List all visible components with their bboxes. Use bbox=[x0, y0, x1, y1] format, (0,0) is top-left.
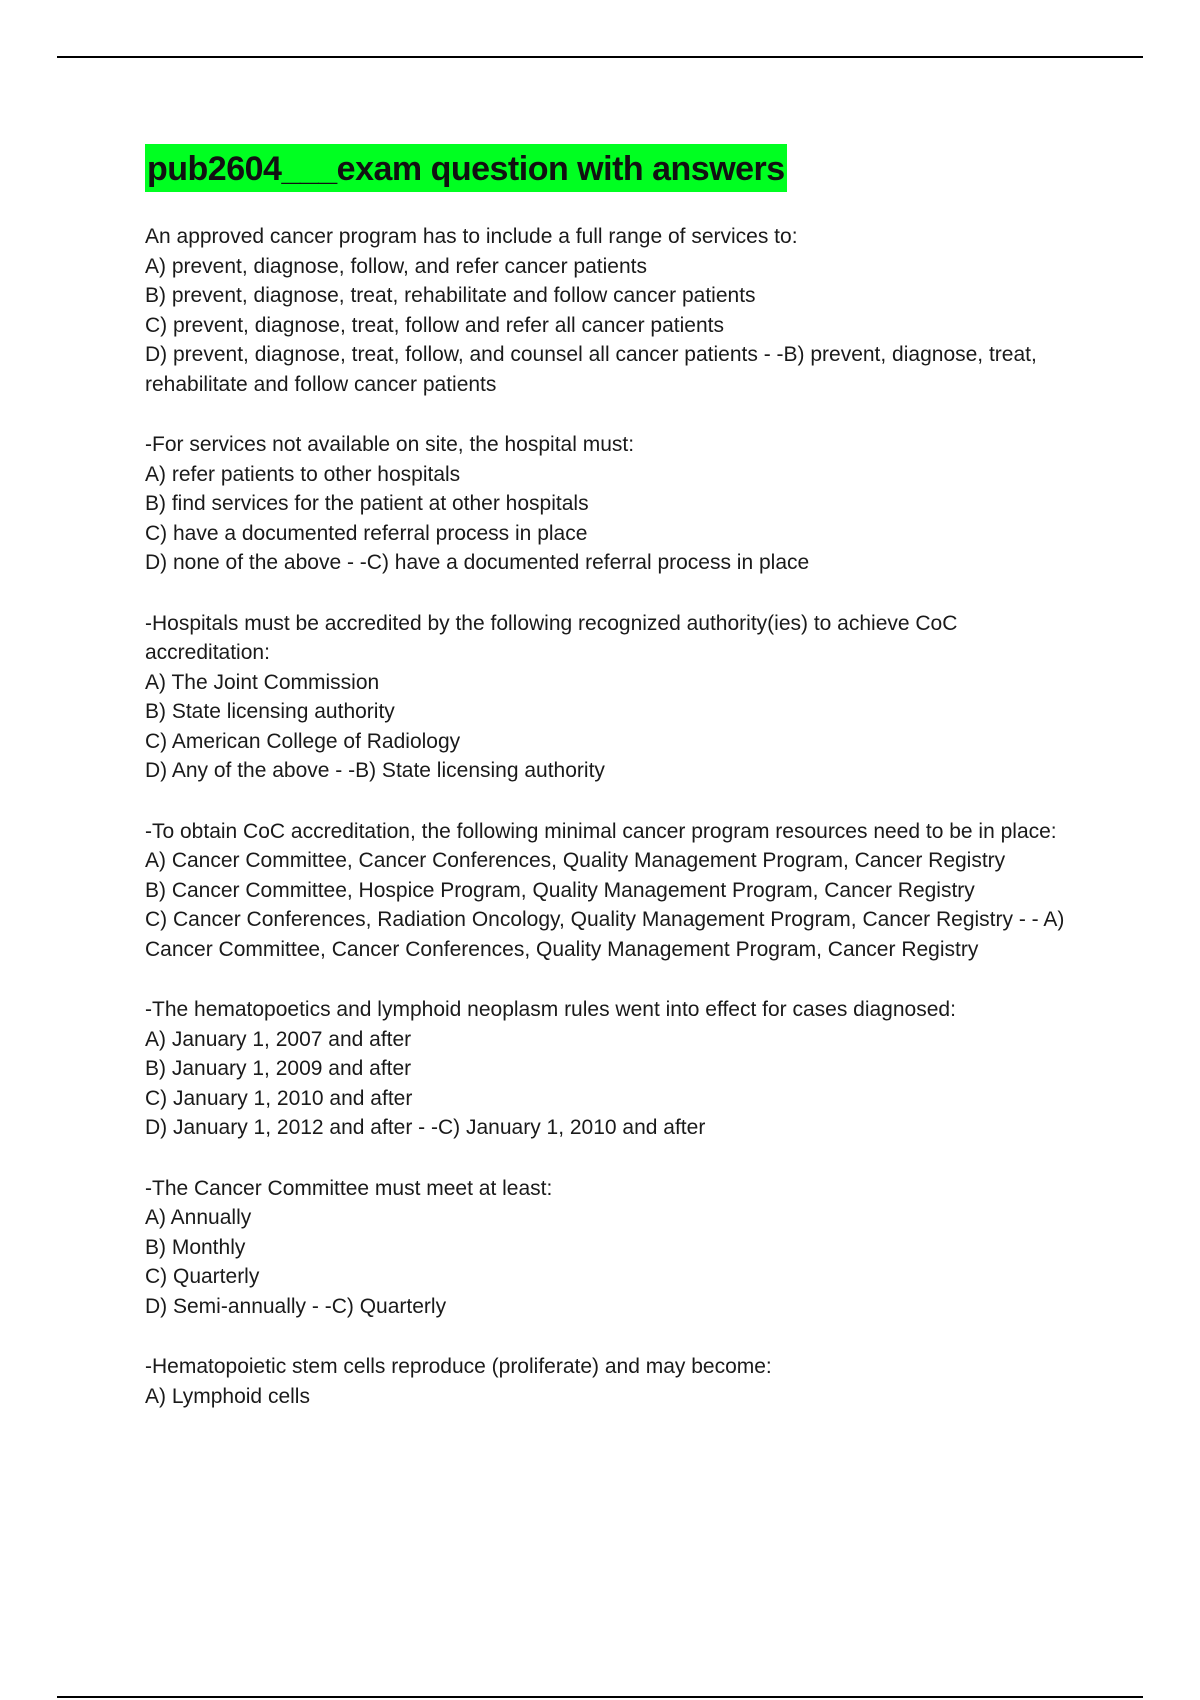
answer-option: B) Cancer Committee, Hospice Program, Quality Management Program, Cancer Registry bbox=[145, 878, 975, 902]
answer-option: B) prevent, diagnose, treat, rehabilitate and follow cancer patients bbox=[145, 284, 756, 307]
answer-option: B) State licensing authority bbox=[145, 700, 395, 723]
answer-option: C) have a documented referral process in place bbox=[145, 521, 588, 545]
question-block bbox=[145, 1174, 1075, 1322]
answer-option: A) Annually bbox=[145, 1206, 252, 1229]
answer-option: A) refer patients to other hospitals bbox=[145, 462, 461, 486]
question-text: -The hematopoetics and lymphoid neoplasm rules went into effect for cases diagnosed: bbox=[145, 998, 956, 1021]
document-body bbox=[145, 144, 1075, 1442]
question-block bbox=[145, 430, 1075, 578]
answer-option: B) find services for the patient at other hospitals bbox=[145, 492, 589, 515]
question-block bbox=[145, 609, 1075, 786]
question-text: -For services not available on site, the hospital must: bbox=[145, 433, 635, 456]
question-block bbox=[145, 817, 1075, 965]
answer-option: C) prevent, diagnose, treat, follow and refer all cancer patients bbox=[145, 313, 724, 337]
answer-option: C) January 1, 2010 and after bbox=[145, 1086, 413, 1110]
answer-option: A) Lymphoid cells bbox=[145, 1384, 310, 1408]
answer-option: C) Quarterly bbox=[145, 1265, 260, 1288]
header-rule bbox=[57, 56, 1143, 58]
answer-option: D) prevent, diagnose, treat, follow, and counsel all cancer patients - -B) prevent, diagnose, treat, rehabilitate and follow cancer patients bbox=[145, 343, 1037, 396]
question-text: An approved cancer program has to include a full range of services to: bbox=[145, 225, 798, 248]
answer-option: C) American College of Radiology bbox=[145, 729, 461, 753]
footer-rule bbox=[57, 1696, 1143, 1698]
answer-option: D) Any of the above - -B) State licensing authority bbox=[145, 759, 605, 782]
question-text: -Hospitals must be accredited by the following recognized authority(ies) to achieve CoC accreditation: bbox=[145, 611, 958, 664]
question-text: -To obtain CoC accreditation, the following minimal cancer program resources need to be in place: bbox=[145, 819, 1057, 843]
answer-option: D) none of the above - -C) have a documented referral process in place bbox=[145, 551, 810, 574]
question-block bbox=[145, 995, 1075, 1143]
document-title: pub2604___exam question with answers bbox=[145, 144, 787, 192]
answer-option: D) Semi-annually - -C) Quarterly bbox=[145, 1294, 447, 1318]
question-block bbox=[145, 222, 1075, 399]
question-list bbox=[145, 222, 1075, 1411]
answer-option: A) Cancer Committee, Cancer Conferences, Quality Management Program, Cancer Registry bbox=[145, 849, 1006, 872]
answer-option: A) January 1, 2007 and after bbox=[145, 1027, 412, 1051]
answer-option: B) Monthly bbox=[145, 1235, 246, 1259]
answer-option: A) prevent, diagnose, follow, and refer cancer patients bbox=[145, 254, 647, 278]
answer-option: B) January 1, 2009 and after bbox=[145, 1057, 412, 1080]
question-text: -Hematopoietic stem cells reproduce (proliferate) and may become: bbox=[145, 1355, 772, 1378]
answer-option: C) Cancer Conferences, Radiation Oncology, Quality Management Program, Cancer Registry - - A) Cancer Committee, Cancer Conferences, Quality Management Program, Cancer Registry bbox=[145, 908, 1065, 961]
answer-option: D) January 1, 2012 and after - -C) January 1, 2010 and after bbox=[145, 1116, 706, 1139]
question-text: -The Cancer Committee must meet at least: bbox=[145, 1176, 553, 1200]
answer-option: A) The Joint Commission bbox=[145, 670, 380, 694]
question-block bbox=[145, 1352, 1075, 1411]
